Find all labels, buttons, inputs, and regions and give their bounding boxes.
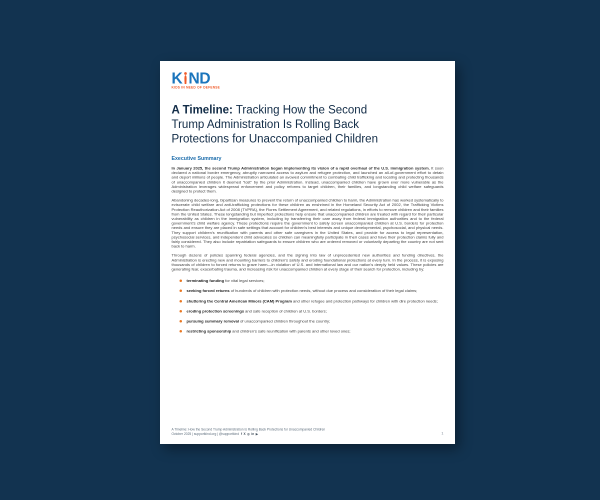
bullet-item xyxy=(180,329,440,334)
youtube-icon: ▶ xyxy=(255,432,259,437)
footer-meta xyxy=(172,433,444,437)
paragraph-1-lead: In January 2025, the second Trump Administration began implementing its vision of a rapid overhaul of the U.S. immigration system. xyxy=(171,166,430,171)
bullet-dot-icon xyxy=(180,330,183,333)
bullet-lead: restricting sponsorship xyxy=(186,329,232,334)
bullet-text xyxy=(187,289,418,294)
bullet-dot-icon xyxy=(180,290,183,293)
document-title-lead: A Timeline: xyxy=(171,103,233,116)
x-icon: X xyxy=(243,432,246,437)
document-title xyxy=(172,103,398,147)
document-page xyxy=(160,61,455,444)
bullet-item xyxy=(180,279,440,284)
bullet-rest: of hundreds of children with protection needs, without due process and consideration of their legal claims; xyxy=(229,288,418,294)
bullet-dot-icon xyxy=(180,320,183,323)
paragraph-3-text: Through dozens of policies spanning federal agencies, and the signing into law of unprecedented new authorities and funding directives, the Administration is erecting new and mounting barriers to children’s safety and eroding foundational protections at every turn. In the process, it is exposing thousands of children to forced returns to grave harm—in violation of U.S. and international law and our nation’s deeply held values. These policies are generating fear, exacerbating trauma, and increasing risk for unaccompanied children at every stage of their search for protection, including by: xyxy=(171,253,444,272)
bullet-rest: for vital legal services; xyxy=(224,278,265,284)
paragraph-1 xyxy=(172,166,444,194)
document-page-content xyxy=(160,61,455,444)
bullet-rest: and other refugee and protection pathways for children with dire protection needs; xyxy=(291,298,438,304)
kind-logo-letters-nd: ND xyxy=(188,69,211,87)
bullet-lead: eroding protection screenings xyxy=(186,308,245,314)
bullet-rest: of unaccompanied children throughout the country; xyxy=(238,319,331,324)
kind-logo xyxy=(171,69,444,87)
bullet-rest: and safe reception of children at U.S. borders; xyxy=(244,308,327,314)
kind-tagline: KIDS IN NEED OF DEFENSE xyxy=(171,86,221,90)
bullet-item xyxy=(180,319,440,324)
paragraph-3 xyxy=(172,253,444,271)
footer-title: A Timeline: How the Second Trump Administration Is Rolling Back Protections for Unaccompanied Children xyxy=(171,427,326,432)
section-heading-executive-summary: Executive Summary xyxy=(171,155,222,162)
bullet-lead: pursuing summary removal xyxy=(186,319,239,324)
bullet-text xyxy=(187,279,265,284)
paragraph-1-text: It soon declared a national border emergency, abruptly narrowed access to asylum and refugee protection, and launched an all-of-government effort to detain and deport millions of people. The Administration articulated an avowed commitment to combating child trafficking and locating and protecting thousands of unaccompanied children it deemed “lost” by the prior Administration. Instead, unaccompanied children have grown ever more vulnerable as the Administration leverages widespread enforcement and policy reforms to target children, their families, and longstanding child welfare safeguards designed to protect them. xyxy=(171,166,444,194)
paragraph-2 xyxy=(172,198,444,249)
paragraph-2-text: Abandoning decades-long, bipartisan measures to prevent the return of unaccompanied children to harm, the Administration has worked systematically to eviscerate child welfare and anti-trafficking protections for these children as enshrined in the Homeland Security Act of 2002, the Trafficking Victims Protection Reauthorization Act of 2008 (TVPRA), the Flores Settlement Agreement, and related regulations, in efforts to remove children and their families from the United States. These longstanding but imperfect protections help ensure that unaccompanied children are treated with regard for their particular vulnerability as children in the immigration system, including by transferring their care away from federal immigration authorities and to the federal government’s child welfare agency. These protections require the government to safely screen unaccompanied children at U.S. borders for protection needs and ensure they are placed in safe settings that account for children’s best interests and unique developmental, psychosocial, and physical needs. They support children’s reunification with parents and other safe caregivers in the United States, and provide for access to legal representation, psychosocial services, and independent child advocates so children can meaningfully participate in their cases and have their protection claims fully and fairly considered. They also include repatriation safeguards to ensure children who are ordered removed or voluntarily departing the country are not sent back to harm. xyxy=(171,198,444,249)
kind-logo-letter-k: K xyxy=(171,69,183,87)
document-title-rest: Tracking How the Second Trump Administration Is Rolling Back Protections for Unaccompanied Children xyxy=(171,103,378,145)
page-number: 1 xyxy=(441,431,444,436)
footer xyxy=(172,428,444,437)
bullet-rest: and children’s safe reunification with parents and other loved ones; xyxy=(231,329,351,334)
bullet-lead: terminating funding xyxy=(186,278,225,284)
bullet-text xyxy=(187,299,438,304)
bullet-text xyxy=(187,309,327,314)
bullet-item xyxy=(180,289,440,294)
bullet-lead: seeking forced returns xyxy=(186,288,230,294)
bullet-text xyxy=(187,319,331,324)
bullet-dot-icon xyxy=(180,310,183,313)
instagram-icon: ◎ xyxy=(247,432,250,437)
linkedin-icon: in xyxy=(251,432,255,437)
facebook-icon: f xyxy=(241,432,243,437)
social-icons xyxy=(241,433,258,437)
bullet-item xyxy=(180,309,440,314)
bullet-dot-icon xyxy=(180,280,183,283)
bullet-text xyxy=(187,329,351,334)
bullet-item xyxy=(180,299,440,304)
bullet-list xyxy=(172,279,444,334)
person-icon xyxy=(183,72,188,84)
bullet-dot-icon xyxy=(180,300,183,303)
bullet-lead: shuttering the Central American Minors (CAM) Program xyxy=(186,298,292,304)
footer-meta-text: October 2025 | supportkind.org | @supportkind xyxy=(171,432,239,437)
